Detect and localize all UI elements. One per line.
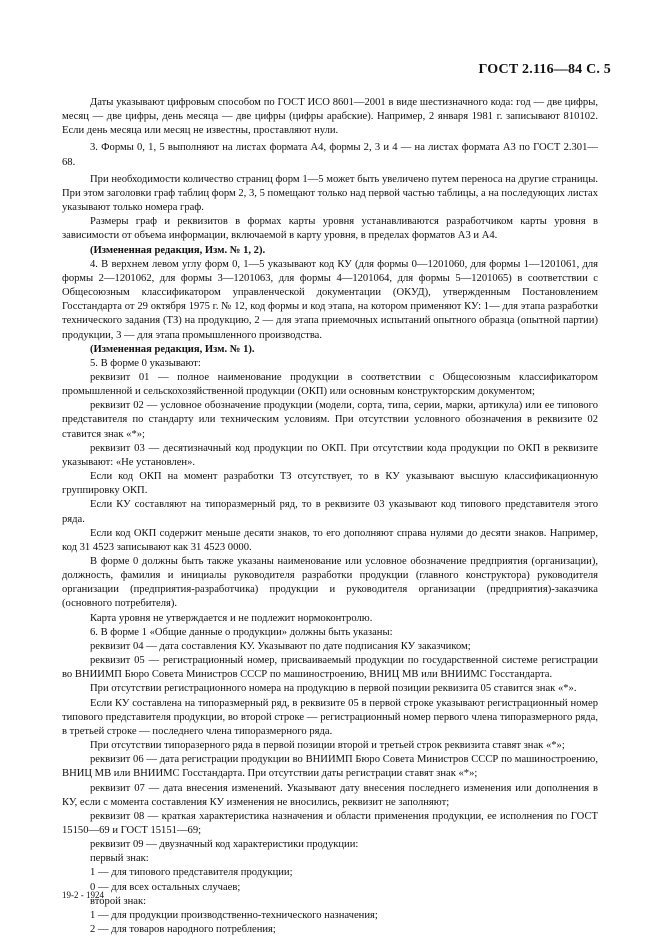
paragraph: 3. Формы 0, 1, 5 выполняют на листах формата А4, формы 2, 3 и 4 — на листах формата А3 по ГОСТ 2.301—68. [62,142,598,168]
paragraph: В форме 0 должны быть также указаны наименование или условное обозначение предприятия (организации), должность, фамилия и инициалы руководителя разработки продукции (главного конструктора) руководителя организации (предприятия-разработчика) продукции и руководителя организации (предприятия)-заказчика (основного потребителя). [62,556,598,610]
paragraph: При необходимости количество страниц форм 1—5 может быть увеличено путем переноса на другие страницы. При этом заголовки граф таблиц форм 2, 3, 5 помещают только над первой частью таблицы, а на последующих листах указывают только номера граф. [62,173,598,214]
paragraph: реквизит 03 — десятизначный код продукции по ОКП. При отсутствии кода продукции по ОКП в реквизите указывают: «Не установлен». [62,442,598,468]
page-header: ГОСТ 2.116—84 С. 5 [478,62,611,77]
paragraph: Карта уровня не утверждается и не подлежит нормоконтролю. [90,612,373,624]
paragraph: первый знак: [90,853,149,865]
paragraph: При отсутствии регистрационного номера на продукцию в первой позиции реквизита 05 ставится знак «*». [90,683,577,695]
document-body [62,96,598,937]
paragraph: реквизит 04 — дата составления КУ. Указывают по дате подписания КУ заказчиком; [90,640,471,652]
paragraph: 0 — для всех остальных случаев; [90,881,241,893]
paragraph: При отсутствии типоразерного ряда в первой позиции второй и третьей строк реквизита ставят знак «*»; [90,740,565,752]
paragraph: Если код ОКП содержит меньше десяти знаков, то его дополняют справа нулями до десяти знаков. Например, код 31 4523 записывают как 31 4523 0000. [62,527,598,553]
paragraph: реквизит 09 — двузначный код характеристики продукции: [90,839,359,851]
paragraph: реквизит 02 — условное обозначение продукции (модели, сорта, типа, серии, марки, артикула) или ее типового представителя по стандарту или техническим условиям. При отсутствии условного обозначения в реквизите 02 ставится знак «*»; [62,400,598,440]
paragraph: 5. В форме 0 указывают: [90,357,201,369]
paragraph: реквизит 05 — регистрационный номер, присваиваемый продукции по государственной системе регистрации во ВНИИМП Бюро Совета Министров СССР по машиностроению, ВНИЦ МВ или ВНИИМС Госстандарта. [62,655,598,681]
paragraph: реквизит 06 — дата регистрации продукции во ВНИИМП Бюро Совета Министров СССР по машиностроению, ВНИЦ МВ или ВНИИМС Госстандарта. При отсутствии даты регистрации ставят знак «*»; [62,754,598,780]
paragraph: Даты указывают цифровым способом по ГОСТ ИСО 8601—2001 в виде шестизначного кода: год — две цифры, месяц — две цифры, день месяца — две цифры (цифры арабские). Например, 2 января 1981 г. записывают 810102. Если день месяца или месяц не известны, проставляют нули. [62,97,598,137]
paragraph: 4. В верхнем левом углу форм 0, 1—5 указывают код КУ (для формы 0—1201060, для формы 1—1201061, для формы 2—1201062, для формы 3—1201063, для формы 4—1201064, для формы 5—1201065) в соответствии с Общесоюзным классификатором управленческой документации (ОКУД), утвержденным Постановлением Госстандарта от 29 октября 1975 г. № 12, код формы и код этапа, на котором применяют КУ: 1— для этапа разработки технического задания (ТЗ) на продукцию, 2 — для этапа приемочных испытаний опытного образца (опытной партии) продукции, 3 — для этапа промышленного производства. [62,258,598,341]
paragraph: реквизит 07 — дата внесения изменений. Указывают дату внесения последнего изменения или дополнения в КУ, если с момента составления КУ изменения не вносились, реквизит не заполняют; [62,782,598,808]
paragraph: 2 — для товаров народного потребления; [90,924,276,936]
paragraph: Если КУ составляют на типоразмерный ряд, то в реквизите 03 указывают код типового представителя этого ряда. [62,499,598,525]
paragraph: Если КУ составлена на типоразмерный ряд, в реквизите 05 в первой строке указывают регистрационный номер типового представителя продукции, во второй строке — регистрационный номер первого члена типоразмерного ряда, в третьей строке — последнего члена типоразмерного ряда. [62,697,598,737]
paragraph: второй знак: [90,895,147,907]
paragraph: Размеры граф и реквизитов в формах карты уровня устанавливаются разработчиком карты уровня в зависимости от объема информации, включаемой в карту уровня, в пределах форматов А3 и А4. [62,216,598,242]
paragraph: 6. В форме 1 «Общие данные о продукции» должны быть указаны: [90,626,393,638]
paragraph: реквизит 08 — краткая характеристика назначения и области применения продукции, ее исполнения по ГОСТ 15150—69 и ГОСТ 15151—69; [62,810,598,836]
paragraph: Если код ОКП на момент разработки ТЗ отсутствует, то в КУ указывают высшую классификационную группировку ОКП. [62,471,598,497]
paragraph: реквизит 01 — полное наименование продукции в соответствии с Общесоюзным классификатором промышленной и сельскохозяйственной продукции (ОКП) или основным конструкторским документом; [62,371,598,398]
revision-note: (Измененная редакция, Изм. № 1). [90,343,255,355]
paragraph: 1 — для типового представителя продукции; [90,867,293,879]
revision-note: (Измененная редакция, Изм. № 1, 2). [90,244,266,256]
paragraph: 1 — для продукции производственно-технического назначения; [90,909,378,921]
page-footer: 19-2 - 1924 [62,890,104,900]
